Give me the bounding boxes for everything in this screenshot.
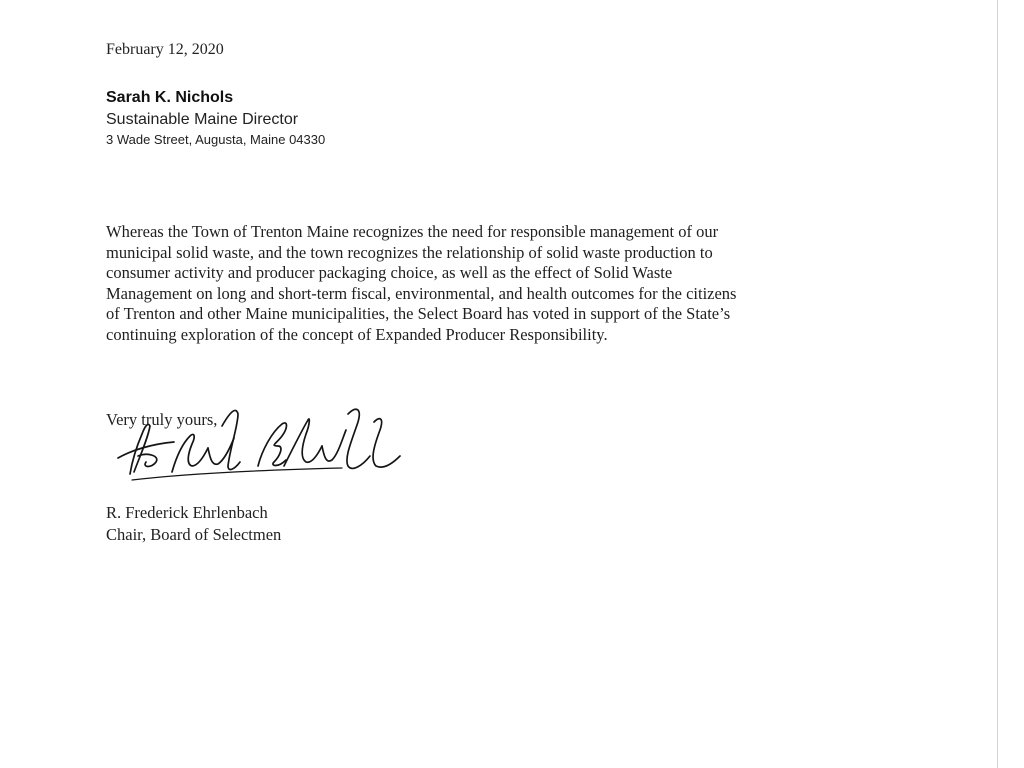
recipient-name: Sarah K. Nichols [106, 89, 234, 106]
body-line: municipal solid waste, and the town recognizes the relationship of solid waste production to [106, 242, 713, 262]
recipient-block [106, 87, 325, 149]
body-line: of Trenton and other Maine municipalities, the Select Board has voted in support of the State’s [106, 304, 731, 323]
letter-date: February 12, 2020 [106, 41, 224, 58]
recipient-address: 3 Wade Street, Augusta, Maine 04330 [106, 132, 326, 147]
handwritten-signature-icon [112, 396, 402, 488]
signer-block [106, 502, 281, 546]
signer-title: Chair, Board of Selectmen [106, 525, 282, 544]
body-line: Management on long and short-term fiscal, environmental, and health outcomes for the citizens [106, 283, 737, 303]
page-edge-divider [997, 0, 998, 768]
recipient-title: Sustainable Maine Director [106, 111, 299, 128]
letter-body [106, 222, 886, 345]
body-line: consumer activity and producer packaging choice, as well as the effect of Solid Waste [106, 263, 673, 282]
signer-name: R. Frederick Ehrlenbach [106, 503, 268, 522]
body-line: continuing exploration of the concept of Expanded Producer Responsibility. [106, 324, 608, 344]
body-line: Whereas the Town of Trenton Maine recognizes the need for responsible management of our [106, 222, 719, 241]
closing-salutation: Very truly yours, [106, 410, 218, 429]
